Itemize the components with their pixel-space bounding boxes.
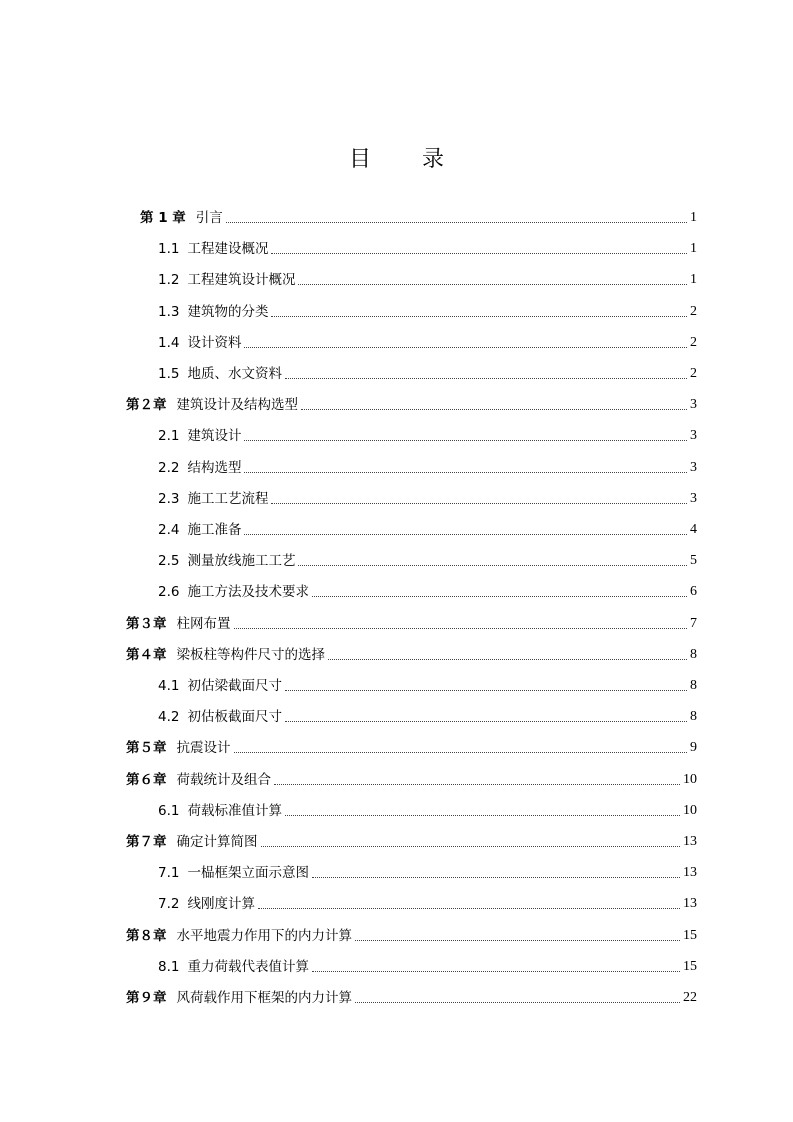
toc-entry-heading	[158, 334, 241, 352]
toc-entry-number: 2.5	[158, 553, 180, 570]
toc-dot-leader	[258, 907, 680, 909]
toc-section-entry[interactable]	[158, 570, 697, 601]
toc-dot-leader	[271, 252, 687, 254]
toc-page-number: 15	[683, 927, 697, 943]
toc-entry-text: 建筑设计	[187, 428, 242, 445]
toc-entry-text: 一榀框架立面示意图	[187, 865, 309, 882]
toc-dot-leader	[285, 689, 687, 691]
toc-entry-heading	[158, 895, 255, 913]
toc-page-number: 2	[690, 334, 697, 350]
toc-entry-text: 施工准备	[187, 522, 242, 538]
toc-entry-number: 2.6	[158, 584, 180, 601]
toc-dot-leader	[298, 564, 687, 566]
toc-entry-number: 8.1	[158, 958, 180, 975]
toc-dot-leader	[298, 283, 687, 285]
toc-entry-number: 第９章	[126, 990, 167, 1006]
toc-dot-leader	[244, 471, 687, 473]
toc-section-entry[interactable]	[158, 414, 697, 445]
toc-entry-text: 设计资料	[187, 334, 242, 351]
toc-chapter-entry[interactable]	[126, 726, 697, 757]
toc-dot-leader	[244, 533, 687, 535]
toc-dot-leader	[244, 439, 687, 441]
toc-chapter-entry[interactable]	[126, 602, 697, 633]
toc-entry-number: 第５章	[126, 740, 167, 757]
toc-section-entry[interactable]	[158, 695, 697, 726]
toc-section-entry[interactable]	[158, 446, 697, 477]
toc-entry-heading	[158, 271, 295, 289]
toc-chapter-entry[interactable]	[126, 976, 697, 1007]
toc-entry-heading	[126, 646, 325, 664]
toc-section-entry[interactable]	[158, 789, 697, 820]
toc-page-number: 15	[683, 958, 697, 974]
toc-entry-text: 重力荷载代表值计算	[187, 958, 309, 975]
toc-entry-text: 工程建设概况	[187, 241, 269, 258]
toc-entry-heading	[126, 771, 271, 789]
toc-section-entry[interactable]	[158, 258, 697, 289]
toc-section-entry[interactable]	[158, 352, 697, 383]
toc-entry-text: 柱网布置	[176, 615, 231, 632]
toc-chapter-entry[interactable]	[126, 914, 697, 945]
toc-entry-number: 7.1	[158, 865, 180, 882]
toc-entry-heading	[126, 833, 258, 851]
toc-section-entry[interactable]	[158, 882, 697, 913]
toc-dot-leader	[274, 783, 680, 785]
toc-chapter-entry[interactable]	[126, 383, 697, 414]
toc-page-number: 8	[690, 678, 697, 693]
toc-page-number: 3	[690, 459, 697, 475]
toc-page-number: 2	[690, 303, 697, 319]
toc-chapter-entry[interactable]	[126, 633, 697, 664]
toc-entry-heading	[158, 459, 241, 477]
toc-page-number: 3	[690, 397, 697, 413]
toc-entry-heading	[126, 927, 352, 945]
toc-dot-leader	[355, 939, 680, 941]
toc-entry-heading	[158, 490, 268, 508]
toc-entry-text: 风荷载作用下框架的内力计算	[176, 990, 352, 1006]
toc-entry-heading	[126, 396, 298, 414]
toc-page-number: 3	[690, 428, 697, 444]
toc-entry-number: 第７章	[126, 834, 167, 850]
toc-entry-heading	[126, 739, 231, 757]
toc-dot-leader	[312, 876, 680, 878]
toc-entry-number: 1.1	[158, 241, 180, 258]
toc-page-number: 6	[690, 584, 697, 600]
toc-page-number: 13	[683, 865, 697, 881]
toc-entry-heading	[158, 303, 268, 321]
toc-section-entry[interactable]	[158, 227, 697, 258]
toc-entry-heading	[158, 864, 309, 882]
toc-section-entry[interactable]	[158, 290, 697, 321]
toc-page-number: 1	[690, 241, 697, 257]
toc-entry-text: 荷载统计及组合	[176, 771, 271, 788]
toc-entry-text: 梁板柱等构件尺寸的选择	[176, 646, 325, 663]
toc-dot-leader	[271, 502, 687, 504]
toc-chapter-entry[interactable]	[140, 196, 697, 227]
toc-entry-text: 测量放线施工工艺	[187, 553, 296, 570]
toc-entry-text: 建筑物的分类	[187, 303, 269, 320]
toc-entry-heading	[158, 802, 282, 820]
toc-entry-heading	[126, 615, 231, 633]
toc-entry-heading	[126, 989, 352, 1007]
toc-dot-leader	[244, 346, 687, 348]
toc-dot-leader	[328, 658, 687, 660]
toc-section-entry[interactable]	[158, 851, 697, 882]
toc-entry-text: 线刚度计算	[187, 896, 255, 913]
toc-section-entry[interactable]	[158, 664, 697, 695]
toc-dot-leader	[312, 970, 680, 972]
toc-entry-number: 第 1 章	[140, 210, 186, 226]
toc-page-number: 10	[683, 771, 697, 787]
toc-dot-leader	[234, 627, 688, 629]
toc-entry-number: 第６章	[126, 771, 167, 788]
toc-page-number: 2	[690, 366, 697, 381]
toc-dot-leader	[226, 221, 687, 223]
toc-entry-number: 7.2	[158, 896, 180, 913]
toc-page-number: 5	[690, 553, 697, 569]
toc-dot-leader	[285, 377, 687, 379]
toc-page-number: 13	[683, 896, 697, 912]
toc-entry-heading	[158, 708, 282, 726]
toc-entry-heading	[158, 583, 309, 601]
toc-dot-leader	[271, 315, 687, 317]
toc-entry-text: 结构选型	[187, 459, 242, 476]
toc-entry-number: 2.1	[158, 428, 180, 445]
toc-entry-number: 4.1	[158, 678, 180, 694]
toc-entry-text: 确定计算简图	[176, 834, 258, 850]
toc-entry-text: 地质、水文资料	[187, 366, 282, 382]
toc-dot-leader	[261, 845, 681, 847]
toc-entry-number: 6.1	[158, 802, 180, 819]
toc-section-entry[interactable]	[158, 477, 697, 508]
toc-entry-heading	[158, 552, 295, 570]
toc-dot-leader	[355, 1001, 680, 1003]
toc-page-number: 13	[683, 834, 697, 849]
toc-entry-number: 2.2	[158, 459, 180, 476]
toc-page-number: 8	[690, 709, 697, 725]
toc-entry-number: 1.3	[158, 303, 180, 320]
toc-section-entry[interactable]	[158, 508, 697, 539]
toc-entry-text: 水平地震力作用下的内力计算	[176, 927, 352, 944]
toc-chapter-entry[interactable]	[126, 758, 697, 789]
toc-page-number: 22	[683, 990, 697, 1005]
toc-page-number: 3	[690, 490, 697, 506]
toc-entry-number: 4.2	[158, 709, 180, 726]
toc-entry-heading	[158, 521, 241, 539]
toc-entry-number: 第４章	[126, 646, 167, 663]
toc-dot-leader	[301, 408, 687, 410]
toc-entry-text: 抗震设计	[176, 740, 231, 757]
toc-section-entry[interactable]	[158, 539, 697, 570]
toc-dot-leader	[285, 814, 680, 816]
toc-page-number: 4	[690, 522, 697, 537]
toc-entry-text: 初估梁截面尺寸	[187, 678, 282, 694]
toc-entry-number: 第２章	[126, 397, 167, 414]
toc-entry-number: 第３章	[126, 615, 167, 632]
toc-page-number: 7	[690, 615, 697, 631]
toc-page-number: 1	[690, 210, 697, 225]
toc-entry-text: 施工工艺流程	[187, 490, 269, 507]
toc-dot-leader	[312, 595, 687, 597]
toc-entry-heading	[158, 677, 282, 695]
toc-entry-text: 初估板截面尺寸	[187, 709, 282, 726]
toc-entry-text: 建筑设计及结构选型	[176, 397, 298, 414]
toc-entry-heading	[158, 958, 309, 976]
toc-chapter-entry[interactable]	[126, 820, 697, 851]
toc-entry-heading	[158, 427, 241, 445]
toc-page-number: 10	[683, 802, 697, 818]
toc-entry-text: 施工方法及技术要求	[187, 584, 309, 601]
toc-page-number: 8	[690, 646, 697, 662]
toc-entry-heading	[158, 365, 282, 383]
toc-entry-number: 第８章	[126, 927, 167, 944]
toc-entry-heading	[140, 209, 223, 227]
toc-entry-text: 工程建筑设计概况	[187, 272, 296, 289]
toc-entry-number: 1.2	[158, 272, 180, 289]
page-title: 目 录	[349, 147, 466, 172]
toc-entry-number: 1.5	[158, 366, 180, 382]
toc-section-entry[interactable]	[158, 321, 697, 352]
toc-page-number: 1	[690, 272, 697, 288]
toc-entry-heading	[158, 240, 268, 258]
toc-entry-text: 荷载标准值计算	[187, 802, 282, 819]
toc-entry-number: 1.4	[158, 334, 180, 351]
toc-entry-text: 引言	[195, 210, 223, 226]
toc-page-number: 9	[690, 740, 697, 756]
toc-dot-leader	[285, 720, 687, 722]
toc-entry-number: 2.3	[158, 490, 180, 507]
toc-entry-number: 2.4	[158, 522, 180, 538]
toc-section-entry[interactable]	[158, 945, 697, 976]
toc-dot-leader	[234, 751, 688, 753]
